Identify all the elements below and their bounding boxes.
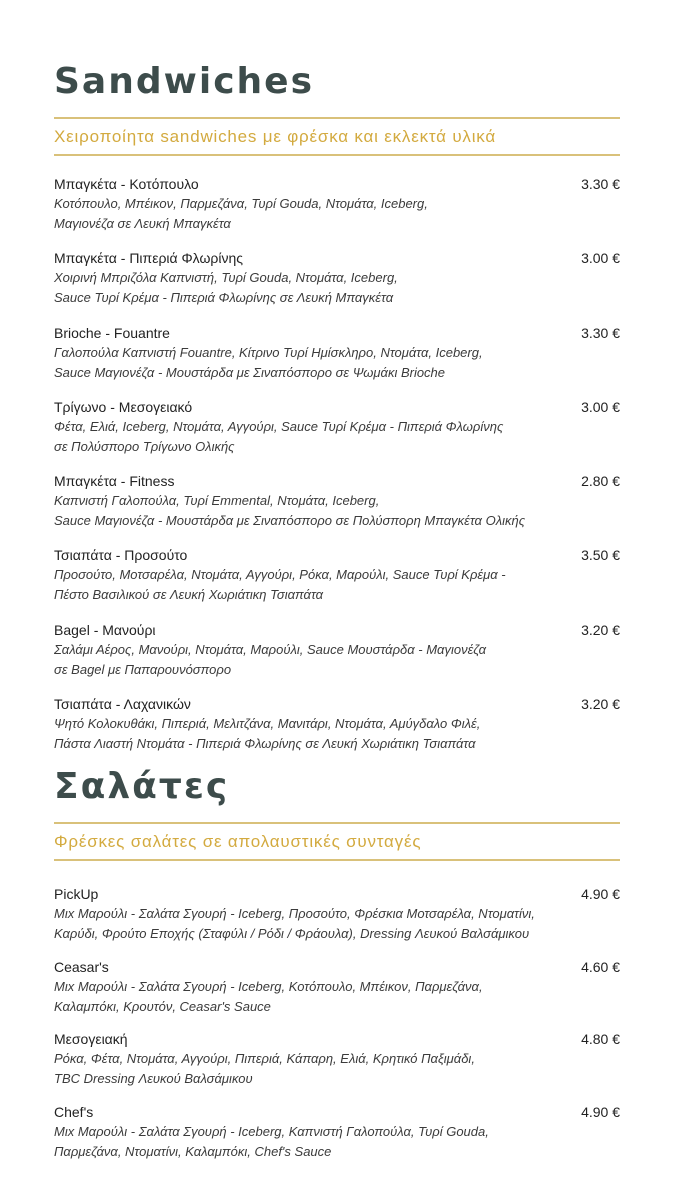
menu-item-description-line: Μαγιονέζα σε Λευκή Μπαγκέτα: [54, 216, 231, 231]
menu-item-header: [54, 174, 620, 194]
menu-item-description-line: Παρμεζάνα, Ντοματίνι, Καλαμπόκι, Chef's Sauce: [54, 1143, 332, 1159]
menu-items: [54, 884, 620, 1162]
menu-item-description-line: Χοιρινή Μπριζόλα Καπνιστή, Τυρί Gouda, Ντομάτα, Iceberg,: [54, 270, 398, 286]
menu-item-header: [54, 323, 620, 343]
menu-item-description-line: Καρύδι, Φρούτο Εποχής (Σταφύλι / Ρόδι / Φράουλα), Dressing Λευκού Βαλσάμικου: [54, 926, 530, 941]
menu-item-description-line: Καλαμπόκι, Κρουτόν, Ceasar's Sauce: [54, 998, 271, 1014]
menu-item-description-line: Προσούτο, Μοτσαρέλα, Ντομάτα, Αγγούρι, Ρόκα, Μαρούλι, Sauce Τυρί Κρέμα -: [54, 567, 506, 583]
menu-item-price: 4.60 €: [581, 958, 620, 975]
menu-item-price: 2.80 €: [581, 473, 620, 490]
menu-item-price: 4.90 €: [581, 1103, 620, 1120]
menu-item-description-line: TBC Dressing Λευκού Βαλσάμικου: [54, 1071, 253, 1086]
menu-item: [54, 174, 620, 234]
sandwiches-section: [54, 58, 620, 768]
menu-item: [54, 957, 620, 1017]
menu-item: [54, 1029, 620, 1089]
menu-item-description-line: Sauce Μαγιονέζα - Μουστάρδα με Σιναπόσπορο σε Πολύσπορη Μπαγκέτα Ολικής: [54, 513, 526, 529]
menu-item-price: 4.90 €: [581, 886, 620, 902]
menu-item: [54, 397, 620, 457]
menu-item: [54, 545, 620, 605]
menu-item-header: [54, 884, 620, 904]
section-subtitle: Φρέσκες σαλάτες σε απολαυστικές συνταγές: [54, 832, 422, 851]
menu-item-price: 3.20 €: [581, 696, 620, 713]
menu-item-description-line: Μιx Μαρούλι - Σαλάτα Σγουρή - Iceberg, Κοτόπουλο, Μπέικον, Παρμεζάνα,: [54, 978, 483, 994]
menu-item-description-line: Πάστα Λιαστή Ντομάτα - Πιπεριά Φλωρίνης σε Λευκή Χωριάτικη Τσιαπάτα: [54, 736, 476, 752]
menu-item-price: 3.20 €: [581, 621, 620, 638]
menu-item: [54, 248, 620, 308]
menu-item-price: 3.00 €: [581, 250, 620, 267]
menu-item-price: 3.50 €: [581, 547, 620, 564]
menu-item-name: Μεσογειακή: [54, 1031, 128, 1047]
menu-items: [54, 174, 620, 754]
menu-item-description-line: σε Πολύσπορο Τρίγωνο Ολικής: [54, 438, 235, 454]
menu-item: [54, 620, 620, 680]
menu-item-description-line: Ρόκα, Φέτα, Ντομάτα, Αγγούρι, Πιπεριά, Κάπαρη, Ελιά, Κρητικό Παξιμάδι,: [54, 1051, 475, 1066]
menu-item-description-line: Ψητό Κολοκυθάκι, Πιπεριά, Μελιτζάνα, Μανιτάρι, Ντομάτα, Αμύγδαλο Φιλέ,: [54, 716, 481, 732]
menu-item-description-line: Γαλοπούλα Καπνιστή Fouantre, Κίτρινο Τυρί Ημίσκληρο, Ντομάτα, Iceberg,: [54, 344, 483, 360]
menu-item-name: Chef's: [54, 1103, 94, 1120]
menu-item-description-line: Πέστο Βασιλικού σε Λευκή Χωριάτικη Τσιαπάτα: [54, 587, 324, 603]
subtitle-band: [54, 822, 620, 861]
menu-item-name: Brioche - Fouantre: [54, 324, 170, 341]
menu-item-name: Μπαγκέτα - Fitness: [54, 473, 175, 490]
menu-item-description-line: Κοτόπουλο, Μπέικον, Παρμεζάνα, Τυρί Gouda, Ντομάτα, Iceberg,: [54, 196, 428, 211]
subtitle-band: [54, 117, 620, 156]
menu-item-name: Ceasar's: [54, 958, 109, 975]
menu-item-description-line: Sauce Τυρί Κρέμα - Πιπεριά Φλωρίνης σε Λευκή Μπαγκέτα: [54, 290, 394, 306]
section-subtitle: Χειροποίητα sandwiches με φρέσκα και εκλεκτά υλικά: [54, 127, 497, 146]
menu-item-price: 3.30 €: [581, 176, 620, 192]
menu-item-description-line: Φέτα, Ελιά, Iceberg, Ντομάτα, Αγγούρι, Sauce Τυρί Κρέμα - Πιπεριά Φλωρίνης: [54, 418, 504, 434]
menu-item-name: Τσιαπάτα - Προσούτο: [54, 547, 188, 564]
menu-item-description-line: Καπνιστή Γαλοπούλα, Τυρί Emmental, Ντομάτα, Iceberg,: [54, 493, 380, 509]
menu-item: [54, 1102, 620, 1162]
menu-item-description-line: σε Bagel με Παπαρουνόσπορο: [54, 661, 232, 677]
menu-item-name: Τσιαπάτα - Λαχανικών: [54, 696, 191, 713]
menu-item-name: Μπαγκέτα - Κοτόπουλο: [54, 176, 199, 192]
menu-item-header: [54, 248, 620, 268]
menu-item: [54, 323, 620, 383]
menu-item-description-line: Σαλάμι Αέρος, Μανούρι, Ντομάτα, Μαρούλι, Sauce Μουστάρδα - Μαγιονέζα: [54, 641, 487, 657]
section-title: Σαλάτες: [54, 766, 230, 807]
menu-item: [54, 471, 620, 531]
menu-item-price: 3.30 €: [581, 324, 620, 341]
menu-item-header: [54, 545, 620, 565]
section-title: Sandwiches: [54, 61, 315, 102]
menu-item-header: [54, 620, 620, 640]
menu-item-header: [54, 694, 620, 714]
menu-item-name: Μπαγκέτα - Πιπεριά Φλωρίνης: [54, 250, 243, 267]
menu-item-header: [54, 957, 620, 977]
menu-item-header: [54, 1029, 620, 1049]
menu-item: [54, 884, 620, 944]
menu-item-description-line: Μιx Μαρούλι - Σαλάτα Σγουρή - Iceberg, Προσούτο, Φρέσκια Μοτσαρέλα, Ντοματίνι,: [54, 906, 535, 921]
menu-item-description-line: Sauce Μαγιονέζα - Μουστάρδα με Σιναπόσπορο σε Ψωμάκι Brioche: [54, 364, 446, 380]
menu-item-header: [54, 397, 620, 417]
menu-item: [54, 694, 620, 754]
menu-item-header: [54, 1102, 620, 1122]
salads-section: [54, 763, 620, 1174]
menu-item-price: 4.80 €: [581, 1031, 620, 1047]
menu-item-description-line: Μιx Μαρούλι - Σαλάτα Σγουρή - Iceberg, Καπνιστή Γαλοπούλα, Τυρί Gouda,: [54, 1123, 489, 1139]
menu-item-header: [54, 471, 620, 491]
menu-item-name: Τρίγωνο - Μεσογειακό: [54, 398, 193, 415]
menu-item-name: PickUp: [54, 886, 99, 902]
menu-item-price: 3.00 €: [581, 398, 620, 415]
menu-item-name: Bagel - Μανούρι: [54, 621, 156, 638]
